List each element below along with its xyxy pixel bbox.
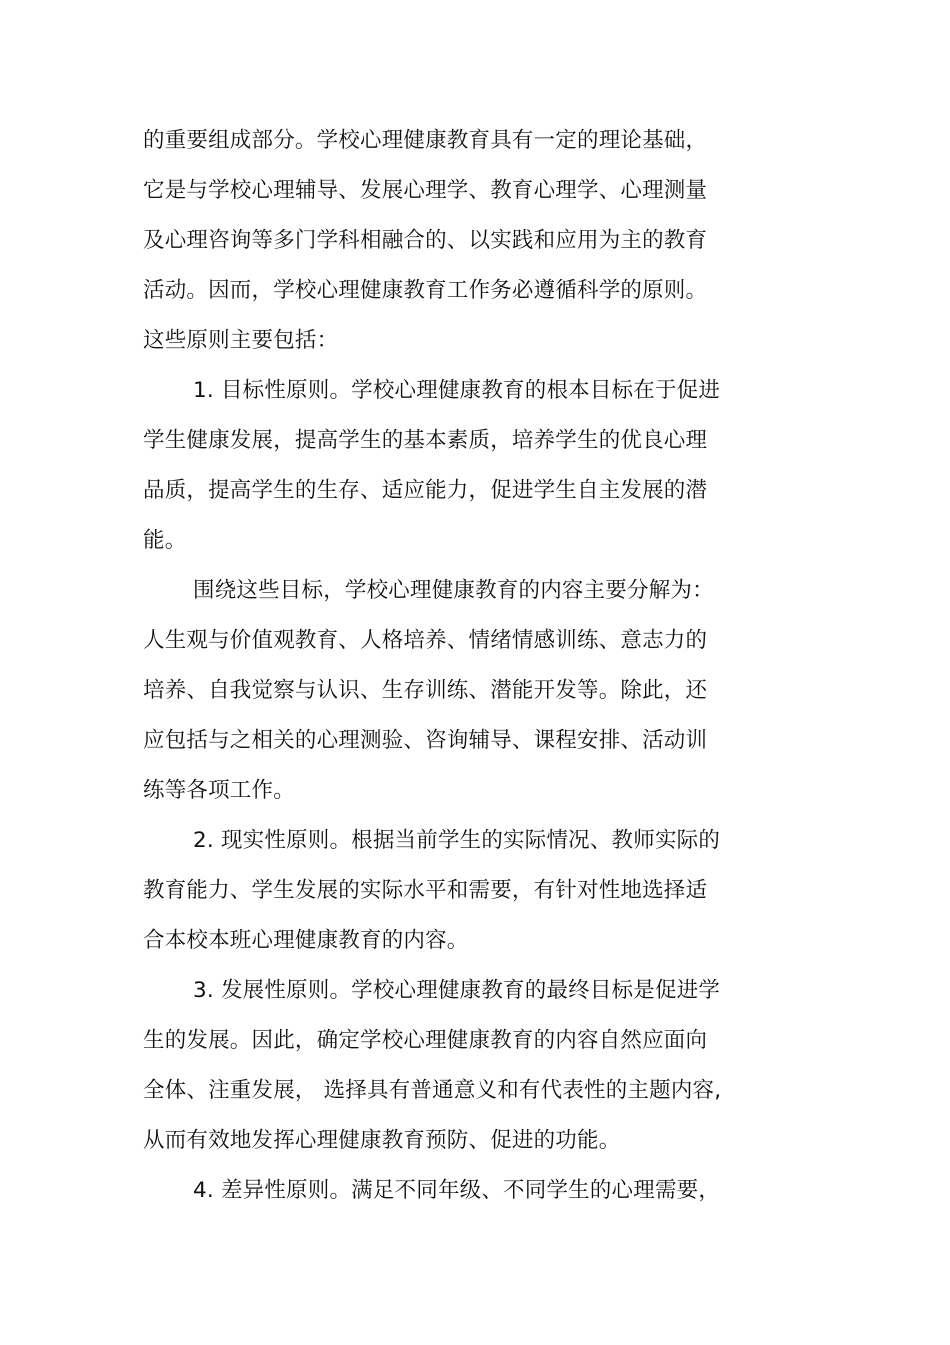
text-line: 人生观与价值观教育、人格培养、情绪情感训练、意志力的 [143,628,708,653]
text-line: 学生健康发展，提高学生的基本素质，培养学生的优良心理 [143,428,708,453]
text-line: 能。 [143,528,187,553]
text-line: 教育能力、学生发展的实际水平和需要，有针对性地选择适 [143,878,708,903]
paragraph-start-line: 围绕这些目标，学校心理健康教育的内容主要分解为： [193,578,714,603]
text-line: 全体、注重发展， 选择具有普通意义和有代表性的主题内容, [143,1078,722,1103]
text-line: 品质，提高学生的生存、适应能力，促进学生自主发展的潜 [143,478,708,503]
principle-3-heading-line: 3. 发展性原则。学校心理健康教育的最终目标是促进学 [193,978,721,1003]
text-line: 活动。因而，学校心理健康教育工作务必遵循科学的原则。 [143,278,708,303]
text-line: 这些原则主要包括： [143,328,339,353]
text-line: 的重要组成部分。学校心理健康教育具有一定的理论基础， [143,128,708,153]
text-line: 生的发展。因此，确定学校心理健康教育的内容自然应面向 [143,1028,708,1053]
body-text [143,116,763,1216]
principle-2-heading-line: 2. 现实性原则。根据当前学生的实际情况、教师实际的 [193,828,721,853]
text-line: 及心理咨询等多门学科相融合的、以实践和应用为主的教育 [143,228,708,253]
text-line: 合本校本班心理健康教育的内容。 [143,928,469,953]
principle-1-heading-line: 1. 目标性原则。学校心理健康教育的根本目标在于促进 [193,378,721,403]
text-line: 练等各项工作。 [143,778,295,803]
text-line: 从而有效地发挥心理健康教育预防、促进的功能。 [143,1128,621,1153]
principle-4-heading-line: 4. 差异性原则。满足不同年级、不同学生的心理需要， [193,1178,721,1203]
text-line: 培养、自我觉察与认识、生存训练、潜能开发等。除此，还 [143,678,708,703]
text-line: 它是与学校心理辅导、发展心理学、教育心理学、心理测量 [143,178,708,203]
text-line: 应包括与之相关的心理测验、咨询辅导、课程安排、活动训 [143,728,708,753]
